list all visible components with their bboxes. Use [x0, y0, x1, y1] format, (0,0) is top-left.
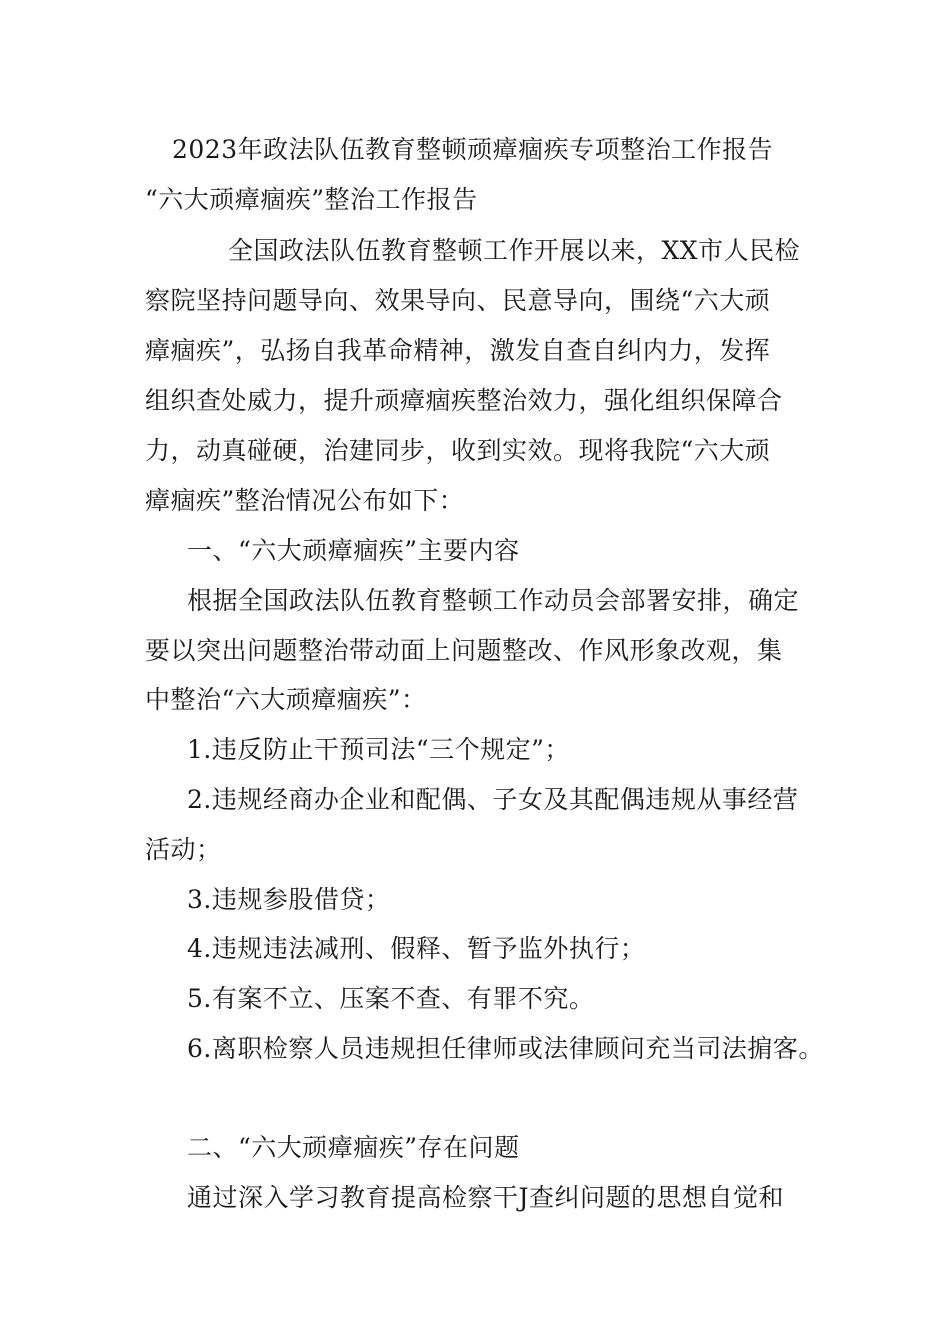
- section-heading: 二、“六大顽瘴痼疾”存在问题: [187, 1133, 520, 1162]
- list-item: 1.违反防止干预司法“三个规定”；: [187, 735, 570, 764]
- intro-line: 瘴痼疾”整治情况公布如下：: [145, 486, 465, 515]
- list-item: 3.违规参股借贷；: [187, 885, 391, 914]
- list-item: 活动；: [145, 835, 222, 864]
- document-title: 2023年政法队伍教育整顿顽瘴痼疾专项整治工作报告: [172, 135, 774, 164]
- paragraph-line: 要以突出问题整治带动面上问题整改、作风形象改观，集: [145, 636, 783, 665]
- intro-line: 瘴痼疾”，弘扬自我革命精神，激发自查自纠内力，发挥: [145, 336, 771, 365]
- paragraph-line: 通过深入学习教育提高检察干J查纠问题的思想自觉和: [187, 1183, 785, 1212]
- document-subtitle: “六大顽瘴痼疾”整治工作报告: [145, 185, 478, 214]
- section-heading: 一、“六大顽瘴痼疾”主要内容: [187, 536, 520, 565]
- list-item: 2.违规经商办企业和配偶、子女及其配偶违规从事经营: [187, 785, 799, 814]
- intro-line: 力，动真碰硬，治建同步，收到实效。现将我院“六大顽: [145, 436, 771, 465]
- list-item: 5.有案不立、压案不查、有罪不究。: [187, 984, 595, 1013]
- paragraph-line: 根据全国政法队伍教育整顿工作动员会部署安排，确定: [187, 586, 800, 615]
- list-item: 4.违规违法减刑、假释、暂予监外执行；: [187, 934, 646, 963]
- list-item: 6.离职检察人员违规担任律师或法律顾问充当司法掮客。: [187, 1034, 824, 1063]
- intro-line: 组织查处威力，提升顽瘴痼疾整治效力，强化组织保障合: [145, 386, 783, 415]
- paragraph-line: 中整治“六大顽瘴痼疾”：: [145, 685, 427, 714]
- intro-line: 全国政法队伍教育整顿工作开展以来，XX市人民检: [228, 236, 801, 265]
- intro-line: 察院坚持问题导向、效果导向、民意导向，围绕“六大顽: [145, 286, 771, 315]
